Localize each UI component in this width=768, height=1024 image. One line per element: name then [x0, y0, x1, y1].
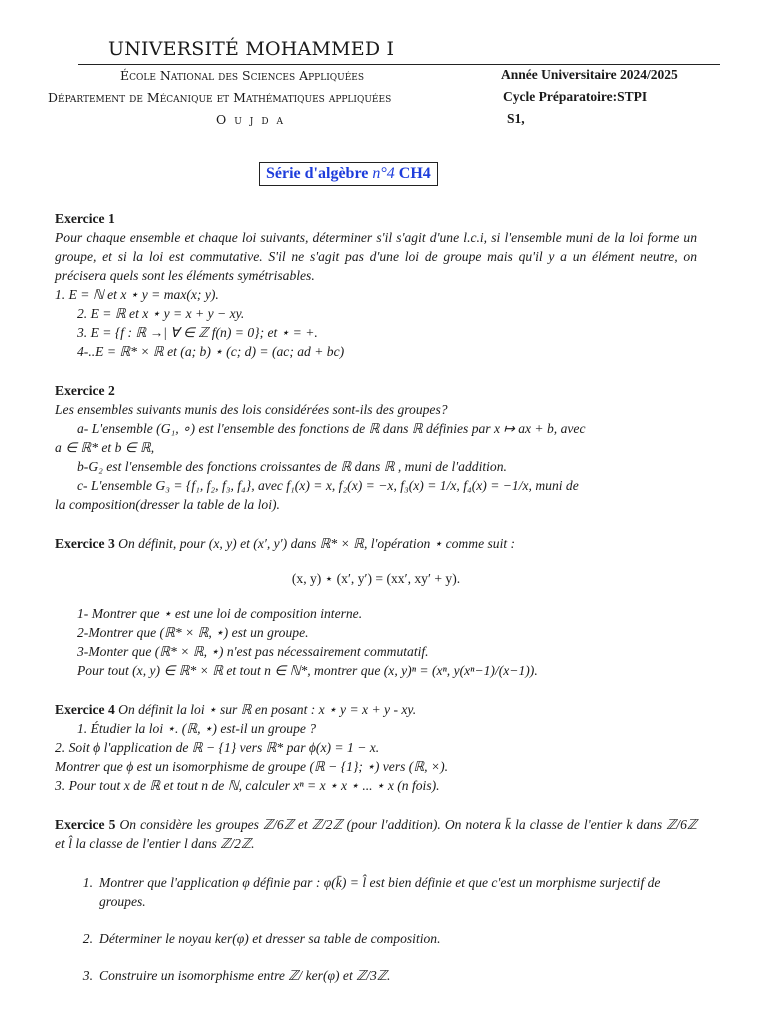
exercise-5-intro-line — [55, 815, 697, 853]
academic-year: Année Universitaire 2024/2025 — [501, 67, 678, 82]
semester-label: S1, — [507, 111, 525, 126]
exercise-2-part-c: c- L'ensemble G₃ = {f₁, f₂, f₃, f₄}, avec f₁(x) = x, f₂(x) = −x, f₃(x) = 1/x, f₄(x) = −1/x, muni de — [77, 478, 579, 493]
exercise-4-item-2-cont: Montrer que ϕ est un isomorphisme de groupe (ℝ − {1}; ⋆) vers (ℝ, ×). — [55, 759, 448, 774]
department-name: Département de Mécanique et Mathématiques appliquées — [48, 90, 392, 105]
school-name: École National des Sciences Appliquées — [120, 68, 365, 83]
exercise-3-item-3: 3-Monter que (ℝ* × ℝ, ⋆) n'est pas nécessairement commutatif. — [77, 644, 429, 659]
list-item — [73, 873, 697, 911]
exercise-1-heading: Exercice 1 — [55, 211, 115, 226]
title-prefix: Série d'algèbre — [266, 165, 373, 182]
city-name: O u j d a — [216, 112, 286, 127]
exercise-3-formula: (x, y) ⋆ (x′, y′) = (xx′, xy′ + y). — [291, 571, 461, 586]
exercise-5-intro: On considère les groupes ℤ/6ℤ et ℤ/2ℤ (pour l'addition). On notera k̄ la classe de l'entier k dans ℤ/6ℤ et l̂ la classe de l'entier l dans ℤ/2ℤ. — [55, 817, 697, 851]
exercise-2-heading: Exercice 2 — [55, 383, 115, 398]
exercise-3-intro: On définit, pour (x, y) et (x′, y′) dans ℝ* × ℝ, l'opération ⋆ comme suit : — [114, 536, 516, 551]
exercise-2-part-a-cont: a ∈ ℝ* et b ∈ ℝ, — [55, 440, 155, 455]
list-item-number: 2. — [82, 931, 93, 946]
exercise-1-intro: Pour chaque ensemble et chaque loi suivants, déterminer s'il s'agit d'une l.c.i, si l'ensemble muni de la loi forme un groupe, et si la loi est commutative. S'il ne s'agit pas d'une loi de groupe mais qu'il y a un élément neutre, on précisera quels sont les éléments symétrisables. — [55, 230, 697, 283]
list-item-text: Montrer que l'application φ définie par : φ(k̄) = l̂ est bien définie et que c'est un morphisme surjectif de groupes. — [99, 875, 661, 909]
exercise-4-intro: On définit la loi ⋆ sur ℝ en posant : x ⋆ y = x + y - xy. — [114, 702, 417, 717]
exercise-3-intro-line — [55, 534, 697, 553]
exercise-4-heading: Exercice 4 — [55, 702, 115, 717]
exercise-4-item-2: 2. Soit ϕ l'application de ℝ − {1} vers ℝ* par ϕ(x) = 1 − x. — [55, 740, 380, 755]
exercise-4-item-3: 3. Pour tout x de ℝ et tout n de ℕ, calculer xⁿ = x ⋆ x ⋆ ... ⋆ x (n fois). — [55, 778, 440, 793]
exercise-4-item-1: 1. Étudier la loi ⋆. (ℝ, ⋆) est-il un groupe ? — [77, 721, 317, 736]
exercise-2-intro: Les ensembles suivants munis des lois considérées sont-ils des groupes? — [55, 402, 448, 417]
exercise-3-heading: Exercice 3 — [55, 536, 115, 551]
list-item-text: Déterminer le noyau ker(φ) et dresser sa table de composition. — [99, 931, 441, 946]
header-rule — [78, 64, 720, 65]
list-item-number: 1. — [82, 875, 93, 890]
list-item — [73, 929, 697, 948]
series-title — [259, 162, 438, 186]
exercise-4-intro-line — [55, 700, 697, 719]
exercise-1-item-3: 3. E = {f : ℝ →| ∀ ∈ ℤ f(n) = 0}; et ⋆ = +. — [77, 325, 318, 340]
exercise-5-heading: Exercice 5 — [55, 817, 116, 832]
exercise-2-part-c-cont: la composition(dresser la table de la loi). — [55, 497, 280, 512]
list-item — [73, 966, 697, 985]
exercise-3-item-1: 1- Montrer que ⋆ est une loi de composition interne. — [77, 606, 363, 621]
exercise-content — [55, 209, 697, 985]
list-item-number: 3. — [82, 968, 93, 983]
exercise-5-list — [55, 873, 697, 985]
exercise-1-item-1: 1. E = ℕ et x ⋆ y = max(x; y). — [55, 287, 219, 302]
exercise-2-part-b: b-G₂ est l'ensemble des fonctions croissantes de ℝ dans ℝ , muni de l'addition. — [77, 459, 507, 474]
exercise-2-part-a: a- L'ensemble (G₁, ∘) est l'ensemble des fonctions de ℝ dans ℝ définies par x ↦ ax + b, avec — [77, 421, 586, 436]
cycle-label: Cycle Préparatoire:STPI — [503, 89, 648, 104]
title-suffix: CH4 — [394, 165, 431, 182]
title-number: n°4 — [372, 165, 395, 182]
exercise-3-item-2: 2-Montrer que (ℝ* × ℝ, ⋆) est un groupe. — [77, 625, 309, 640]
university-name: UNIVERSITÉ MOHAMMED I — [108, 38, 395, 60]
exercise-1-item-2: 2. E = ℝ et x ⋆ y = x + y − xy. — [77, 306, 245, 321]
exercise-3-item-4: Pour tout (x, y) ∈ ℝ* × ℝ et tout n ∈ ℕ*, montrer que (x, y)ⁿ = (xⁿ, y(xⁿ−1)/(x−1)). — [77, 663, 538, 678]
exercise-1-item-4: 4-..E = ℝ* × ℝ et (a; b) ⋆ (c; d) = (ac; ad + bc) — [77, 344, 345, 359]
list-item-text: Construire un isomorphisme entre ℤ/ ker(φ) et ℤ/3ℤ. — [99, 968, 391, 983]
